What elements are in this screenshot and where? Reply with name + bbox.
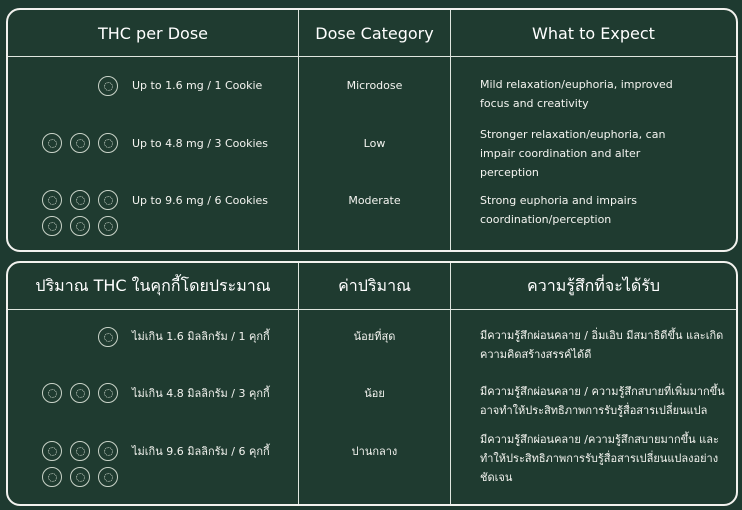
dose-amount: ไม่เกิน 1.6 มิลลิกรัม / 1 คุกกี้ — [132, 329, 270, 343]
cookie-icon — [98, 467, 118, 487]
cookie-icon — [98, 216, 118, 236]
dose-expectation: มีความรู้สึกผ่อนคลาย / อิ่มเอิบ มีสมาธิดีขึ้น และเกิดความคิดสร้างสรรค์ได้ดี — [480, 329, 724, 361]
cookie-icons — [42, 133, 118, 153]
thai-dose-table — [6, 261, 738, 506]
cookie-icon — [98, 327, 118, 347]
cookie-icon — [70, 133, 90, 153]
dose-category: Microdose — [346, 78, 403, 92]
header-dose-category-thai: ค่าปริมาณ — [338, 275, 411, 295]
dose-category: น้อยที่สุด — [353, 329, 396, 343]
header-dose-category: Dose Category — [315, 23, 434, 43]
cookie-icon — [98, 190, 118, 210]
dose-amount: Up to 1.6 mg / 1 Cookie — [132, 78, 263, 92]
cookie-icons — [42, 441, 118, 487]
cookie-icon — [42, 190, 62, 210]
header-divider — [8, 309, 736, 310]
dose-amount: Up to 9.6 mg / 6 Cookies — [132, 193, 269, 207]
cookie-icon — [42, 216, 62, 236]
cookie-icon — [98, 383, 118, 403]
cookie-icon — [98, 133, 118, 153]
dose-category: Moderate — [348, 193, 401, 207]
dose-category: ปานกลาง — [351, 444, 398, 458]
dose-category: น้อย — [364, 386, 385, 400]
header-what-to-expect-thai: ความรู้สึกที่จะได้รับ — [527, 275, 660, 295]
dose-amount: ไม่เกิน 4.8 มิลลิกรัม / 3 คุกกี้ — [132, 386, 270, 400]
cookie-icon — [42, 467, 62, 487]
header-thc-per-dose: THC per Dose — [97, 23, 208, 43]
cookie-icon — [98, 76, 118, 96]
cookie-icon — [70, 441, 90, 461]
dose-expectation: มีความรู้สึกผ่อนคลาย / ความรู้สึกสบายที่เพิ่มมากขึ้น อาจทำให้ประสิทธิภาพการรับรู้สื่อสารเปลี่ยนแปล — [480, 385, 725, 417]
cookie-icons — [42, 190, 118, 236]
dose-amount: ไม่เกิน 9.6 มิลลิกรัม / 6 คุกกี้ — [132, 444, 270, 458]
cookie-icon — [70, 216, 90, 236]
dose-expectation: มีความรู้สึกผ่อนคลาย /ความรู้สึกสบายมากขึ้น และทำให้ประสิทธิภาพการรับรู้สื่อสารเปลี่ยนแปลงอย่าง ชัดเจน — [480, 432, 719, 484]
cookie-icon — [70, 467, 90, 487]
header-divider — [8, 56, 736, 57]
cookie-icon — [98, 441, 118, 461]
header-what-to-expect: What to Expect — [532, 23, 655, 43]
dose-expectation: Strong euphoria and impairs coordination/perception — [480, 194, 637, 226]
cookie-icons — [42, 383, 118, 403]
cookie-icon — [42, 133, 62, 153]
english-dose-table — [6, 8, 738, 252]
header-thc-per-dose-thai: ปริมาณ THC ในคุกกี้โดยประมาณ — [35, 275, 271, 295]
cookie-icon — [42, 441, 62, 461]
dose-expectation: Stronger relaxation/euphoria, can impair coordination and alter perception — [480, 127, 666, 179]
cookie-icon — [42, 383, 62, 403]
dose-expectation: Mild relaxation/euphoria, improved focus and creativity — [480, 78, 673, 110]
dose-category: Low — [363, 136, 386, 150]
dose-amount: Up to 4.8 mg / 3 Cookies — [132, 136, 269, 150]
cookie-icon — [70, 190, 90, 210]
cookie-icon — [70, 383, 90, 403]
